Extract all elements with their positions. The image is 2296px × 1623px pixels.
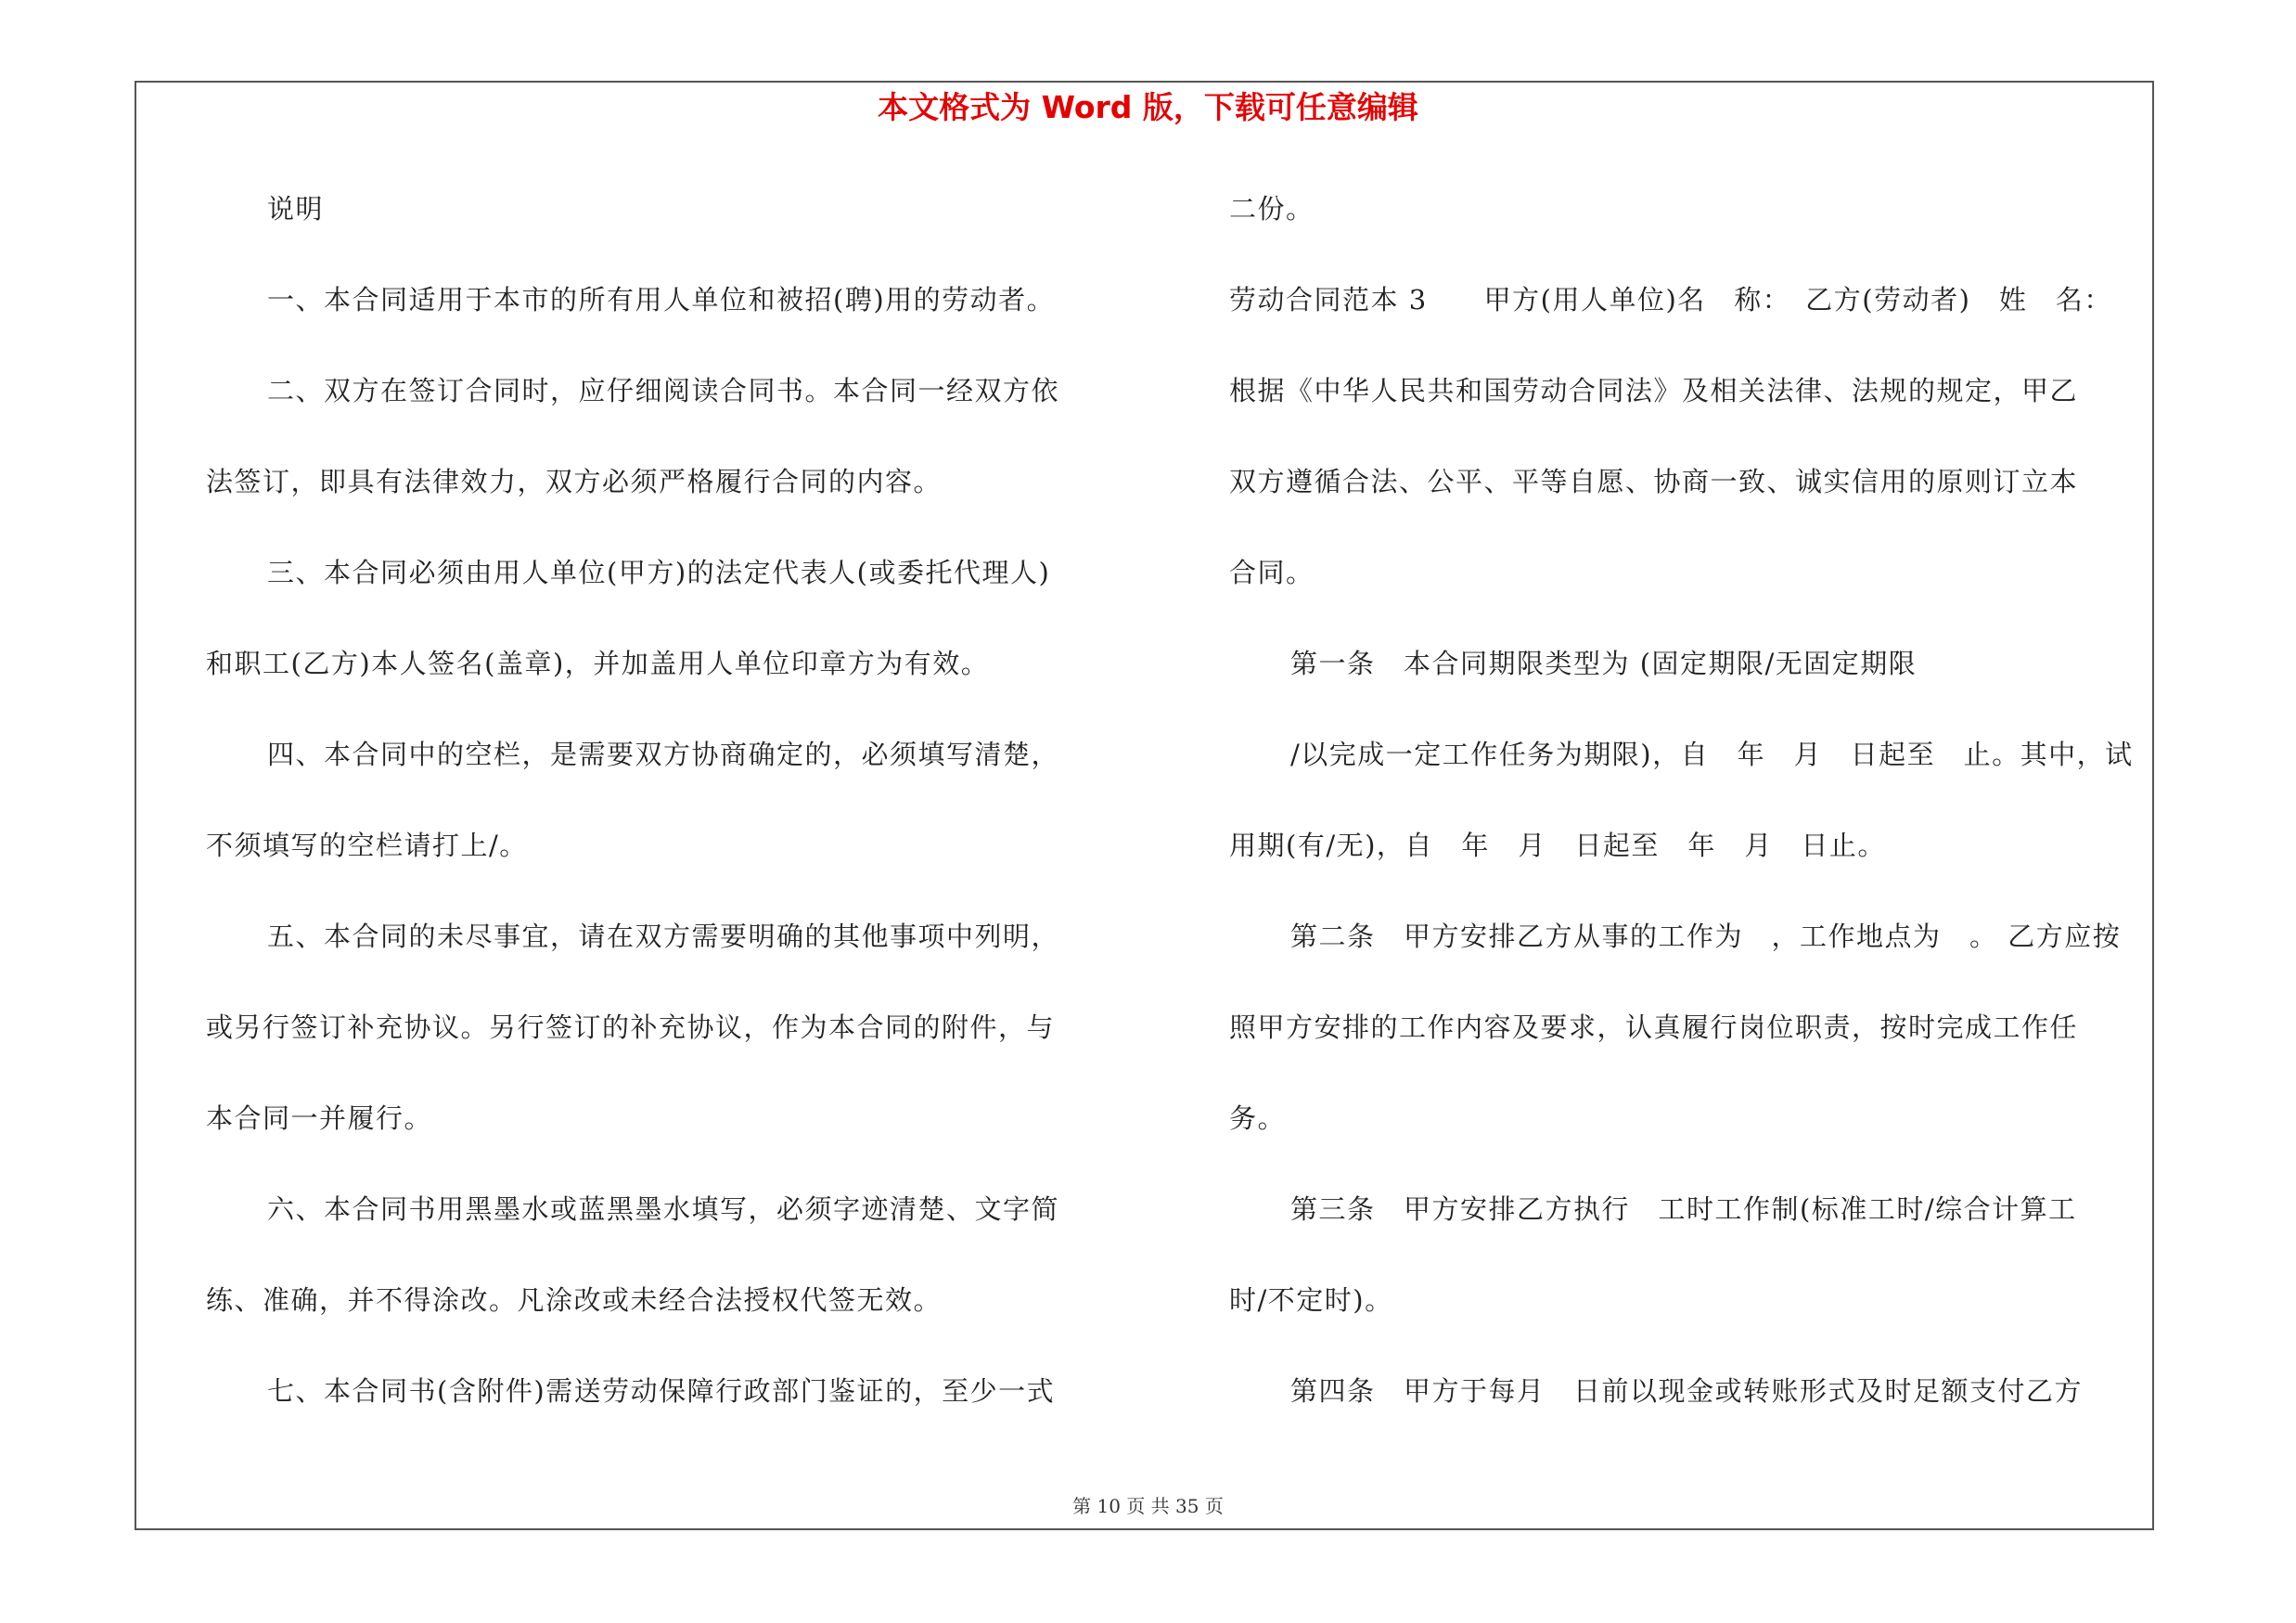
paragraph-line: 双方遵循合法、公平、平等自愿、协商一致、诚实信用的原则订立本	[1229, 466, 2079, 497]
paragraph-line: 劳动合同范本 3 甲方(用人单位)名 称： 乙方(劳动者) 姓 名：	[1229, 284, 2112, 316]
paragraph-line: 或另行签订补充协议。另行签订的补充协议，作为本合同的附件，与	[206, 1011, 1056, 1043]
paragraph-line: 第二条 甲方安排乙方从事的工作为 ，工作地点为 。 乙方应按	[1290, 921, 2122, 952]
paragraph-line: 说明	[267, 193, 325, 225]
paragraph-line: 时/不定时)。	[1229, 1284, 1393, 1316]
paragraph-line: 合同。	[1229, 557, 1315, 588]
paragraph-line: 六、本合同书用黑墨水或蓝黑墨水填写，必须字迹清楚、文字简	[267, 1193, 1060, 1225]
paragraph-line: 二、双方在签订合同时，应仔细阅读合同书。本合同一经双方依	[267, 375, 1060, 406]
page-number-footer: 第 10 页 共 35 页	[1072, 1495, 1224, 1517]
paragraph-line: 第四条 甲方于每月 日前以现金或转账形式及时足额支付乙方	[1290, 1375, 2084, 1407]
paragraph-line: /以完成一定工作任务为期限)，自 年 月 日起至 止。其中，试	[1290, 739, 2134, 770]
paragraph-line: 二份。	[1229, 193, 1315, 225]
format-notice-banner: 本文格式为 Word 版，下载可任意编辑	[878, 89, 1418, 125]
paragraph-line: 本合同一并履行。	[206, 1102, 433, 1134]
paragraph-line: 练、准确，并不得涂改。凡涂改或未经合法授权代签无效。	[206, 1284, 943, 1316]
paragraph-line: 务。	[1229, 1102, 1287, 1134]
paragraph-line: 第三条 甲方安排乙方执行 工时工作制(标准工时/综合计算工	[1290, 1193, 2077, 1225]
paragraph-line: 法签订，即具有法律效力，双方必须严格履行合同的内容。	[206, 466, 943, 497]
paragraph-line: 照甲方安排的工作内容及要求，认真履行岗位职责，按时完成工作任	[1229, 1011, 2079, 1043]
paragraph-line: 三、本合同必须由用人单位(甲方)的法定代表人(或委托代理人)	[267, 557, 1051, 588]
paragraph-line: 一、本合同适用于本市的所有用人单位和被招(聘)用的劳动者。	[267, 284, 1056, 316]
paragraph-line: 和职工(乙方)本人签名(盖章)，并加盖用人单位印章方为有效。	[206, 648, 990, 679]
paragraph-line: 不须填写的空栏请打上/。	[206, 830, 528, 861]
paragraph-line: 七、本合同书(含附件)需送劳动保障行政部门鉴证的，至少一式	[267, 1375, 1056, 1407]
paragraph-line: 五、本合同的未尽事宜，请在双方需要明确的其他事项中列明，	[267, 921, 1060, 952]
paragraph-line: 四、本合同中的空栏，是需要双方协商确定的，必须填写清楚，	[267, 739, 1060, 770]
paragraph-line: 用期(有/无)，自 年 月 日起至 年 月 日止。	[1229, 830, 1886, 861]
paragraph-line: 第一条 本合同期限类型为 (固定期限/无固定期限	[1290, 648, 1918, 679]
paragraph-line: 根据《中华人民共和国劳动合同法》及相关法律、法规的规定，甲乙	[1229, 375, 2079, 406]
